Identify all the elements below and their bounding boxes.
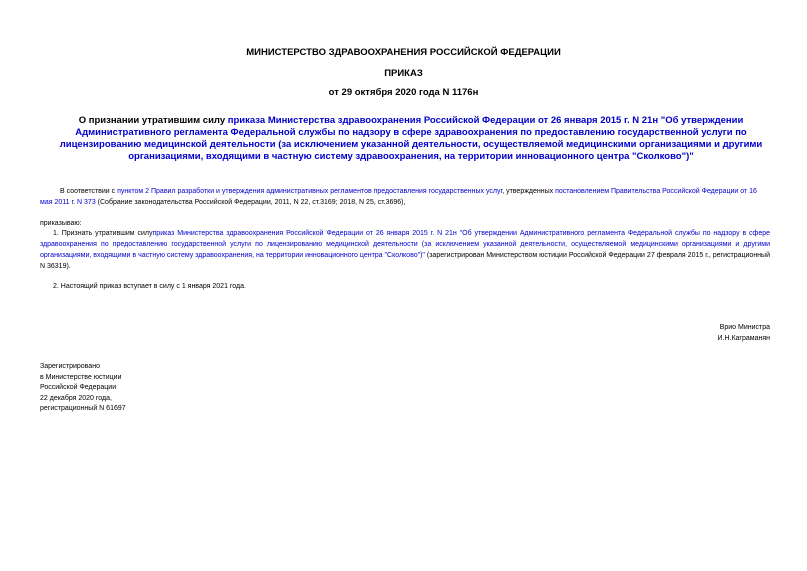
- revoked-order-link[interactable]: приказ Министерства здравоохранения Российской Федерации от 26 января 2015 г. N 21н "Об утверждении Административного регламента Федеральной службы по надзору в сфере здравоохранения по предоставлению государственной услуги по лицензированию медицинской деятельности (за исключением указанной деятельности, осуществляемой медицинскими организациями и другими организациями, входящими в частную систему здравоохранения, на территории инновационного центра "Сколково")": [40, 230, 770, 259]
- rules-link[interactable]: пунктом 2 Правил разработки и утверждения административных регламентов предоставления государственных услуг: [117, 188, 503, 195]
- signature-name: И.Н.Каграманян: [717, 335, 770, 342]
- date-number-heading: от 29 октября 2020 года N 1176н: [328, 87, 479, 98]
- registration-line: Зарегистрировано: [40, 363, 100, 370]
- clause-2: 2. Настоящий приказ вступает в силу с 1 января 2021 года.: [53, 283, 246, 290]
- registration-line: регистрационный N 61697: [40, 405, 126, 412]
- p1-text-a: В соответствии с: [60, 188, 118, 195]
- preamble-paragraph: [40, 186, 770, 208]
- doc-type-heading: ПРИКАЗ: [384, 68, 423, 79]
- registration-line: в Министерстве юстиции: [40, 373, 122, 381]
- title-prefix: О признании утратившим силу: [78, 115, 228, 126]
- signature-position: Врио Министра: [719, 324, 770, 331]
- p1-text-c: (Собрание законодательства Российской Федерации, 2011, N 22, ст.3169; 2018, N 25, ст.3696),: [95, 199, 406, 206]
- document-title: [50, 115, 772, 163]
- signature-block: [717, 322, 770, 344]
- clause-1-text-a: 1. Признать утратившим силу: [53, 230, 153, 237]
- registration-line: 22 декабря 2020 года,: [40, 394, 112, 402]
- order-word: приказываю:: [40, 220, 82, 227]
- p1-text-b: , утвержденных: [502, 188, 556, 195]
- clause-1-text-b: (зарегистрирован Министерством юстиции Российской Федерации 27 февраля 2015 г., регистрационный N 36319).: [40, 252, 770, 270]
- registration-line: Российской Федерации: [40, 384, 117, 391]
- resolution-link[interactable]: постановлением Правительства Российской Федерации от 16 мая 2011 г. N 373: [40, 188, 757, 206]
- title-link[interactable]: приказа Министерства здравоохранения Российской Федерации от 26 января 2015 г. N 21н "Об утверждении Административного регламента Федеральной службы по надзору в сфере здравоохранения по предоставлению государственной услуги по лицензированию медицинской деятельности (за исключением указанной деятельности, осуществляемой медицинскими организациями и другими организациями, входящими в частную систему здравоохранения, на территории инновационного центра "Сколково")": [59, 115, 763, 162]
- registration-block: [40, 362, 126, 415]
- clause-1: [40, 228, 770, 272]
- ministry-heading: МИНИСТЕРСТВО ЗДРАВООХРАНЕНИЯ РОССИЙСКОЙ ФЕДЕРАЦИИ: [246, 47, 561, 58]
